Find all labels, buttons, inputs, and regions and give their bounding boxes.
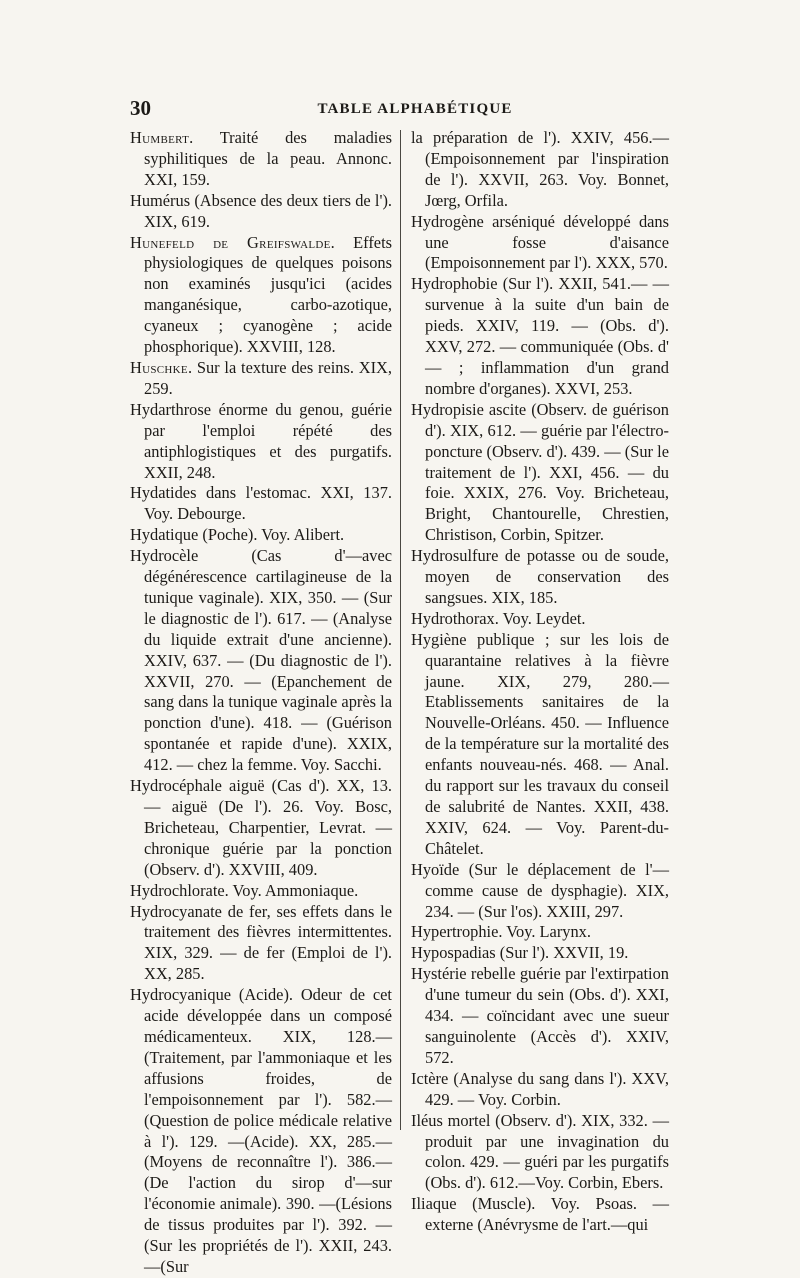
index-entry: [130, 902, 392, 986]
index-entry: [411, 1069, 669, 1111]
index-entry: [411, 1111, 669, 1195]
index-entry: [130, 776, 392, 881]
entry-text: Iléus mortel (Observ. d'). XIX, 332. —produit par une invagination du colon. 429. — guéri par les purgatifs (Obs. d'). 612.—Voy. Corbin, Ebers.: [411, 1110, 669, 1193]
entry-text: Hystérie rebelle guérie par l'extirpation d'une tumeur du sein (Obs. d'). XXI, 434. — coïncidant avec une sueur sanguinolente (Accès d'). XXIV, 572.: [411, 964, 669, 1067]
index-entry: [130, 881, 392, 902]
entry-text: Hydrocéphale aiguë (Cas d'). XX, 13. — aiguë (De l'). 26. Voy. Bosc, Bricheteau, Charpentier, Levrat. — chronique guérie par la ponction (Observ. d'). XXVIII, 409.: [130, 776, 392, 879]
entry-text: Hydatique (Poche). Voy. Alibert.: [130, 525, 345, 545]
entry-text: Hydrothorax. Voy. Leydet.: [411, 608, 586, 628]
entry-text: Hydrogène arséniqué développé dans une fosse d'aisance (Empoisonnement par l'). XXX, 570.: [411, 211, 669, 273]
entry-text: Humérus (Absence des deux tiers de l'). XIX, 619.: [130, 190, 392, 231]
index-entry: [411, 964, 669, 1069]
index-entry: [411, 212, 669, 275]
column-divider: [400, 130, 401, 1130]
entry-text: . Traité des maladies syphilitiques de la peau. Annonc. XXI, 159.: [144, 128, 392, 189]
index-entry: [411, 546, 669, 609]
index-entry: [411, 943, 669, 964]
page-number: 30: [130, 96, 151, 120]
index-entry: [130, 128, 392, 191]
entry-text: Hypertrophie. Voy. Larynx.: [411, 922, 591, 942]
entry-text: . Sur la texture des reins. XIX, 259.: [144, 357, 392, 398]
entry-text: Hydrocèle (Cas d'—avec dégénérescence cartilagineuse de la tunique vaginale). XIX, 350. — (Sur le diagnostic de l'). 617. — (Analyse du liquide extrait d'une ancienne). XXIV, 637. — (Du diagnostic de l'). XXVII, 270. — (Epanchement de sang dans la tunique vaginale après la ponction d'une). 418. — (Guérison spontanée et rapide d'une). XXIX, 412. — chez la femme. Voy. Sacchi.: [130, 546, 392, 775]
running-head: TABLE ALPHABÉTIQUE: [317, 101, 513, 117]
index-entry: [130, 525, 392, 546]
entry-text: Ictère (Analyse du sang dans l'). XXV, 429. — Voy. Corbin.: [411, 1068, 669, 1109]
index-entry: [130, 400, 392, 484]
index-entry: [411, 630, 669, 860]
index-entry: [411, 609, 669, 630]
entry-text: . Effets physiologiques de quelques poisons non examinés jusqu'ici (acides manganésique, carbo-azotique, cyaneux ; cyanogène ; acide phosphorique). XXVIII, 128.: [144, 232, 392, 357]
entry-text: Hyoïde (Sur le déplacement de l'— comme cause de dysphagie). XIX, 234. — (Sur l'os). XXIII, 297.: [411, 859, 669, 921]
index-entry: [411, 860, 669, 923]
entry-text: Hydatides dans l'estomac. XXI, 137. Voy. Debourge.: [130, 483, 392, 524]
entry-text: Iliaque (Muscle). Voy. Psoas. — externe (Anévrysme de l'art.—qui: [411, 1194, 669, 1235]
entry-text: Hydrocyanate de fer, ses effets dans le traitement des fièvres intermittentes. XIX, 329. — de fer (Emploi de l'). XX, 285.: [130, 901, 392, 984]
index-entry: [130, 483, 392, 525]
entry-text: Hygiène publique ; sur les lois de quarantaine relatives à la fièvre jaune. XIX, 279, 280.—Etablissements sanitaires de la Nouvelle-Orléans. 450. — Influence de la température sur la mortalité des enfants nouveau-nés. 468. — Anal. du rapport sur les travaux du conseil de salubrité de Nantes. XXII, 438. XXIV, 624. — Voy. Parent-du-Châtelet.: [411, 629, 669, 858]
entry-text: Hydarthrose énorme du genou, guérie par l'emploi répété des antiphlogistiques et des purgatifs. XXII, 248.: [130, 399, 392, 482]
entry-headword: Hunefeld de Greifswalde: [130, 232, 331, 252]
left-column: [130, 128, 392, 1278]
index-entry: [130, 546, 392, 776]
index-entry: [411, 1194, 669, 1236]
entry-text: la préparation de l'). XXIV, 456.— (Empoisonnement par l'inspiration de l'). XXVII, 263. Voy. Bonnet, Jœrg, Orfila.: [411, 128, 669, 210]
index-entry: [130, 358, 392, 400]
entry-text: Hydrochlorate. Voy. Ammoniaque.: [130, 880, 359, 900]
entry-headword: Humbert: [130, 128, 190, 147]
entry-text: Hydrophobie (Sur l'). XXII, 541.— — survenue à la suite d'un bain de pieds. XXIV, 119. — (Obs. d'). XXV, 272. — communiquée (Obs. d' — ; inflammation d'un grand nombre d'organes). XXVI, 253.: [411, 274, 669, 398]
entry-text: Hydrocyanique (Acide). Odeur de cet acide développée dans un composé médicamenteux. XIX, 128.— (Traitement, par l'ammoniaque et les affusions froides, de l'empoisonnement par l'). 582.—(Question de police médicale relative à l'). 129. —(Acide). XX, 285.—(Moyens de reconnaître l'). 386.—(De l'action du sirop d'—sur l'économie animale). 390. —(Lésions de tissus produites par l'). 392. — (Sur les propriétés de l'). XXII, 243.—(Sur: [130, 985, 392, 1276]
index-entry: [411, 922, 669, 943]
index-entry: [130, 191, 392, 233]
index-entry: [411, 128, 669, 212]
index-entry: [411, 274, 669, 399]
index-entry: [411, 400, 669, 546]
entry-text: Hydropisie ascite (Observ. de guérison d'). XIX, 612. — guérie par l'électro-poncture (Observ. d'). 439. — (Sur le traitement de l'). XXI, 456. — du foie. XXIX, 276. Voy. Bricheteau, Bright, Chantourelle, Chrestien, Christison, Corbin, Spitzer.: [411, 399, 669, 545]
index-entry: [130, 985, 392, 1278]
entry-text: Hydrosulfure de potasse ou de soude, moyen de conservation des sangsues. XIX, 185.: [411, 546, 669, 607]
right-column: [411, 128, 669, 1236]
index-entry: [130, 233, 392, 358]
entry-text: Hypospadias (Sur l'). XXVII, 19.: [411, 943, 629, 963]
entry-headword: Huschke: [130, 357, 188, 377]
